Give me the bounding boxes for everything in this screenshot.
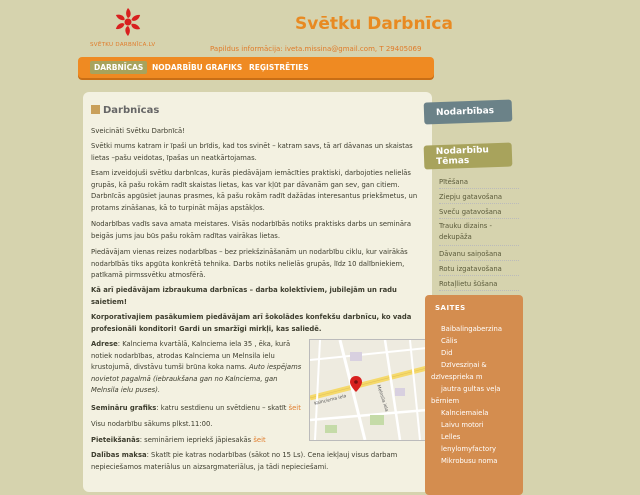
logo-text: SVĒTKU DARBNĪCA.LV bbox=[90, 42, 156, 48]
link-item[interactable]: Baibalingaberzina bbox=[441, 325, 502, 333]
theme-item[interactable]: Trauku dizains - dekupāža bbox=[439, 221, 519, 246]
contact-info: Papildus informācija: iveta.missina@gmail.com, T 29405069 bbox=[210, 45, 422, 53]
link-item[interactable]: Did bbox=[441, 349, 453, 357]
link-item[interactable]: lenylomyfactory bbox=[441, 445, 497, 453]
teachers-paragraph: Nodarbības vadīs sava amata meistares. Visās nodarbībās notiks praktisks darbs un semināra beigās jums jau būs pašu rokām radītas vairākas lietas. bbox=[91, 220, 411, 240]
main-nav bbox=[78, 57, 434, 78]
content-panel bbox=[83, 92, 432, 492]
themes-list bbox=[439, 176, 519, 293]
page-title-text: Darbnīcas bbox=[103, 105, 160, 116]
fee-paragraph bbox=[91, 450, 418, 473]
schedule-link[interactable]: šeit bbox=[288, 404, 301, 412]
theme-item[interactable]: Pītēšana bbox=[439, 176, 519, 189]
link-item[interactable]: Dzīvesziņai & bbox=[441, 361, 487, 369]
links-title: SAITES bbox=[435, 304, 466, 312]
sun-logo-icon bbox=[86, 6, 146, 46]
address-paragraph bbox=[91, 339, 303, 397]
map-street-label: Kalnciema iela bbox=[313, 394, 347, 407]
tab-nodarbibu-temas[interactable] bbox=[424, 142, 513, 169]
theme-item[interactable]: Dāvanu saiņošana bbox=[439, 248, 519, 261]
workshops-paragraph: Esam izveidojuši svētku darbnīcas, kurās piedāvājam iemācīties praktiski, darbojoties nelielās grupās, kā pašu rokām radīt skaistas lietas, kas var kļūt par dāvanām gan sev, gan citiem. Darbnīcās apgūsiet jaunas prasmes, kā pašu rokām radīt dažādas interesantus priekšmetus, un protams zināšanas, kā to turpināt mājas apstākļos. bbox=[91, 169, 418, 212]
nav-darbnicas[interactable]: DARBNĪCAS bbox=[90, 61, 147, 74]
link-item[interactable]: Kalnciemaiela bbox=[441, 409, 489, 417]
theme-item[interactable]: Rotu izgatavošana bbox=[439, 263, 519, 276]
apply-label: Pieteikšanās bbox=[91, 436, 140, 444]
links-panel bbox=[425, 295, 523, 495]
theme-item[interactable]: Ziepju gatavošana bbox=[439, 191, 519, 204]
fee-text: : Skatīt pie katras nodarbības (sākot no 15 Ls). Cena iekļauj visus darbam nepieciešamos materiālus un aizsargmateriālus, ja tādi nepieciešami. bbox=[91, 451, 398, 471]
link-item[interactable]: Laivu motori bbox=[441, 421, 484, 429]
corporate-paragraph: Korporatīvajiem pasākumiem piedāvājam arī šokolādes konfekšu darbnīcu, ko vada profesionāli konditori! Gardi un smaržīgi mirkļi, kas saliedē. bbox=[91, 313, 412, 333]
link-item[interactable]: dzīvesprieka m bbox=[431, 373, 483, 381]
link-item[interactable]: bērniem bbox=[431, 397, 460, 405]
start-time-paragraph: Visu nodarbību sākums plkst.11:00. bbox=[91, 420, 213, 428]
map-graphic bbox=[310, 340, 427, 440]
link-item[interactable]: Lelles bbox=[441, 433, 461, 441]
page-title bbox=[91, 105, 159, 116]
tab-temas-line1: Nodarbību bbox=[435, 145, 490, 158]
tab-nodarbibas[interactable]: Nodarbības bbox=[424, 99, 513, 124]
links-list bbox=[431, 323, 521, 467]
fee-label: Dalības maksa bbox=[91, 451, 147, 459]
title-square-icon bbox=[91, 105, 100, 114]
offer-paragraph: Piedāvājam vienas reizes nodarbības – bez priekšzināšanām un nodarbību ciklu, kur vairākās nodarbībās tiks apgūta konkrētā tehnika. Darbs notiks nelielās grupās, līdz 10 dalībniekiem, patīkamā pirmssvētku atmosfērā. bbox=[91, 248, 408, 279]
intro-greeting: Sveicināti Svētku Darbnīcā! bbox=[91, 127, 185, 135]
address-label: Adrese bbox=[91, 340, 118, 348]
schedule-paragraph bbox=[91, 403, 306, 415]
theme-item[interactable]: Sveču gatavošana bbox=[439, 206, 519, 219]
map-street-label: Melnsila iela bbox=[375, 384, 389, 413]
site-title: Svētku Darbnīca bbox=[295, 14, 453, 34]
outgoing-workshops-paragraph: Kā arī piedāvājam izbraukuma darbnīcas – darba kolektīviem, jubilejām un radu saietiem! bbox=[91, 286, 397, 306]
link-item[interactable]: jautra gultas veļa bbox=[441, 385, 501, 393]
schedule-text: : katru sestdienu un svētdienu – skatīt bbox=[156, 404, 289, 412]
address-text: : Kalnciema kvartālā, Kalnciema iela 35 , ēka, kurā notiek nodarbības, atrodas Kalnciema un Melnsila ielu krustojumā, divstāvu tumši brūna koka nams. bbox=[91, 340, 291, 371]
intro-paragraph: Svētki mums katram ir īpaši un brīdis, kad tos svinēt – katram savs, tā arī dāvanas un skaistas lietas –pašu veidotas, īpašas un neatkārtojamas. bbox=[91, 142, 413, 162]
tab-temas-line2: Tēmas bbox=[436, 155, 470, 168]
location-map[interactable] bbox=[309, 339, 428, 441]
apply-link[interactable]: šeit bbox=[253, 436, 266, 444]
apply-text: : semināriem iepriekš jāpiesakās bbox=[139, 436, 254, 444]
theme-item[interactable]: Rotaļlietu šūšana bbox=[439, 278, 519, 291]
link-item[interactable]: Mikrobusu noma bbox=[441, 457, 498, 465]
schedule-label: Semināru grafiks bbox=[91, 404, 157, 412]
address-note: Auto iespējams novietot pagalmā (iebraukšana gan no Kalnciema, gan Melnsila ielu puses). bbox=[91, 363, 302, 394]
nav-registreties[interactable]: REĢISTRĒTIES bbox=[249, 63, 309, 72]
link-item[interactable]: Cālis bbox=[441, 337, 458, 345]
nav-nodarbibu-grafiks[interactable]: NODARBĪBU GRAFIKS bbox=[152, 63, 243, 72]
